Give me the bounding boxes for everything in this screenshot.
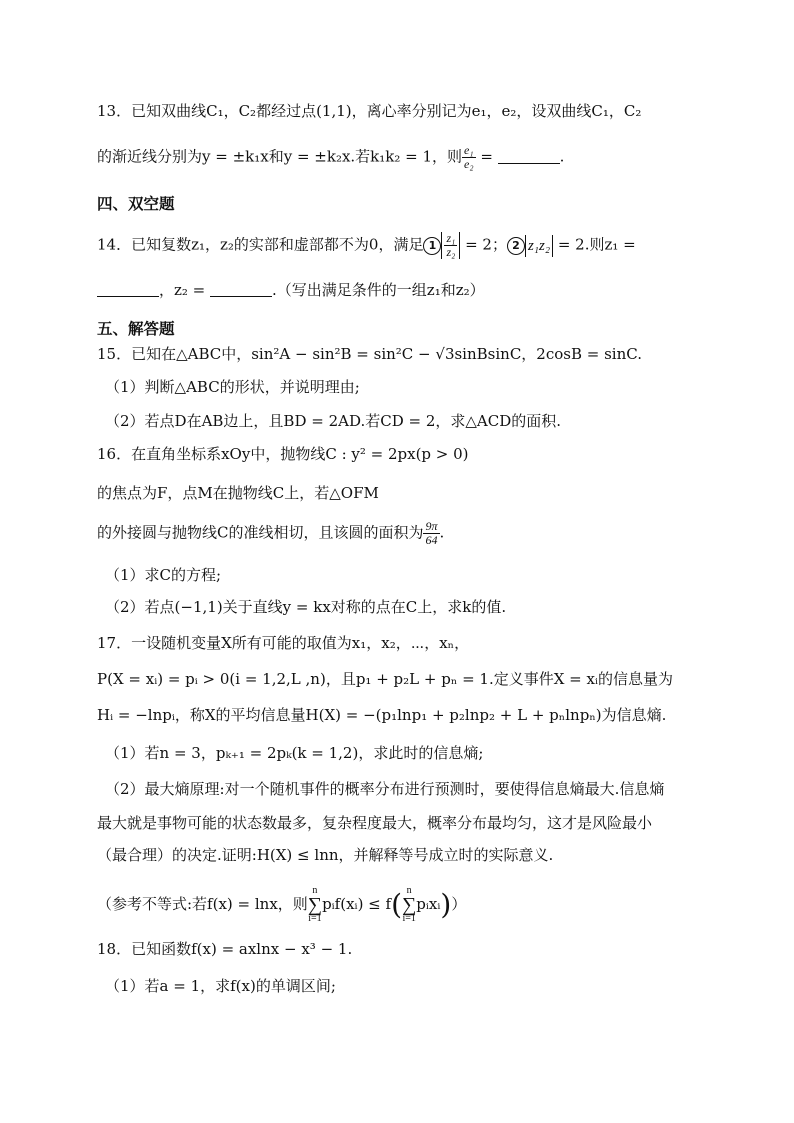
q17-part2-line1: （2）最大熵原理:对一个随机事件的概率分布进行预测时，要使得信息熵最大.信息熵 — [105, 780, 665, 798]
q14-line2-note: .（写出满足条件的一组z₁和z₂） — [272, 281, 485, 299]
q14-answer-blank-z1[interactable] — [97, 282, 159, 297]
q14-line1-text: 14．已知复数z₁，z₂的实部和虚部都不为0，满足 — [97, 235, 424, 254]
q13-line2: 的渐近线分别为y = ±k₁x和y = ±k₂x.若k₁k₂ = 1，则 $\frac{\text{e₁}}{\text{e₂}}$ = . — [97, 143, 565, 171]
q13-fraction — [462, 144, 476, 171]
section-heading-double-blank: 四、双空题 — [97, 195, 175, 213]
q16-part1: （1）求C的方程; — [105, 566, 222, 584]
q17-part2-line2: 最大就是事物可能的状态数最多，复杂程度最大，概率分布最均匀，这才是风险最小 — [97, 814, 653, 832]
summation-1 — [308, 886, 322, 924]
q18-line1: 18．已知函数f(x) = axlnx − x³ − 1. — [97, 940, 353, 958]
sum2-bottom: i=1 — [402, 913, 416, 924]
q16-line3-text: 的外接圆与抛物线C的准线相切，且该圆的面积为 — [97, 523, 424, 542]
q16-frac-num: 9π — [425, 519, 438, 533]
q17-line1: 17．一设随机变量X所有可能的取值为x₁，x₂，⋯，xₙ， — [97, 634, 470, 652]
q14-line1 — [97, 232, 734, 259]
paren-open: ( — [391, 888, 403, 921]
q17-ref-inner: pᵢxᵢ — [416, 895, 441, 913]
q15-part1: （1）判断△ABC的形状，并说明理由; — [105, 378, 360, 396]
q17-part2-line3: （最合理）的决定.证明:H(X) ≤ lnn，并解释等号成立时的实际意义. — [97, 846, 554, 864]
q16-part2: （2）若点(−1,1)关于直线y = kx对称的点在C上，求k的值. — [105, 598, 507, 616]
q14-line2 — [97, 279, 734, 301]
q13-line2-text: 的渐近线分别为y = ±k₁x和y = ±k₂x.若k₁k₂ = 1，则 — [97, 147, 463, 166]
q17-line2: P(X = xᵢ) = pᵢ > 0(i = 1,2,L ,n)，且p₁ + p₂L + pₙ = 1.定义事件X = xᵢ的信息量为 — [97, 670, 673, 688]
q14-fraction — [444, 232, 457, 259]
sum1-top: n — [312, 885, 318, 896]
q14-line1-end: = 2.则z₁ = — [553, 235, 636, 254]
paren-close: ) — [440, 888, 452, 921]
q17-ref-mid: pᵢf(xᵢ) ≤ f — [322, 895, 392, 913]
sum1-bottom: i=1 — [308, 913, 322, 924]
q15-part2: （2）若点D在AB边上，且BD = 2AD.若CD = 2，求△ACD的面积. — [105, 412, 562, 430]
q17-part1: （1）若n = 3，pₖ₊₁ = 2pₖ(k = 1,2)，求此时的信息熵; — [105, 744, 484, 762]
section-heading-answer: 五、解答题 — [97, 320, 175, 338]
q17-ref-end: ） — [451, 895, 467, 913]
q16-fraction — [423, 520, 439, 547]
circled-two-icon: 2 — [507, 237, 525, 255]
q13-frac-num: e₁ — [464, 143, 474, 157]
q17-ref-text: （参考不等式:若f(x) = lnx，则 — [97, 895, 308, 913]
summation-2 — [402, 886, 416, 924]
circled-one-icon: 1 — [423, 237, 441, 255]
q14-frac-den: z₂ — [446, 245, 456, 259]
q13-equals: = — [475, 147, 498, 166]
q14-frac-num: z₁ — [446, 231, 456, 245]
sum1-sigma: ∑ — [307, 894, 323, 916]
q17-line3: Hᵢ = −lnpᵢ，称X的平均信息量H(X) = −(p₁lnp₁ + p₂lnp₂ + L + pₙlnpₙ)为信息熵. — [97, 706, 667, 724]
q13-line1: 13．已知双曲线C₁，C₂都经过点(1,1)，离心率分别记为e₁，e₂，设双曲线C₁，C₂ — [97, 102, 642, 120]
q17-reference — [97, 886, 734, 924]
q13-frac-den: e₂ — [464, 157, 474, 171]
q16-line3-end: . — [439, 523, 445, 542]
q16-line1: 16．在直角坐标系xOy中，抛物线C : y² = 2px(p > 0) — [97, 445, 469, 463]
q14-z2-label: ，z₂ = — [159, 281, 211, 299]
q14-eq1: = 2； — [460, 235, 507, 254]
q13-answer-blank[interactable] — [498, 149, 560, 164]
q14-answer-blank-z2[interactable] — [210, 282, 272, 297]
q16-line2: 的焦点为F，点M在抛物线C上，若△OFM — [97, 484, 379, 502]
q14-abs-fraction — [441, 232, 460, 259]
q14-abs-product: z₁z₂ — [525, 235, 553, 257]
q16-line3 — [97, 520, 734, 547]
q15-line1: 15．已知在△ABC中，sin²A − sin²B = sin²C − √3sinBsinC，2cosB = sinC. — [97, 345, 642, 363]
q18-part1: （1）若a = 1，求f(x)的单调区间; — [105, 977, 336, 995]
sum2-sigma: ∑ — [402, 894, 417, 916]
q16-frac-den: 64 — [425, 533, 438, 547]
sum2-top: n — [406, 885, 412, 896]
